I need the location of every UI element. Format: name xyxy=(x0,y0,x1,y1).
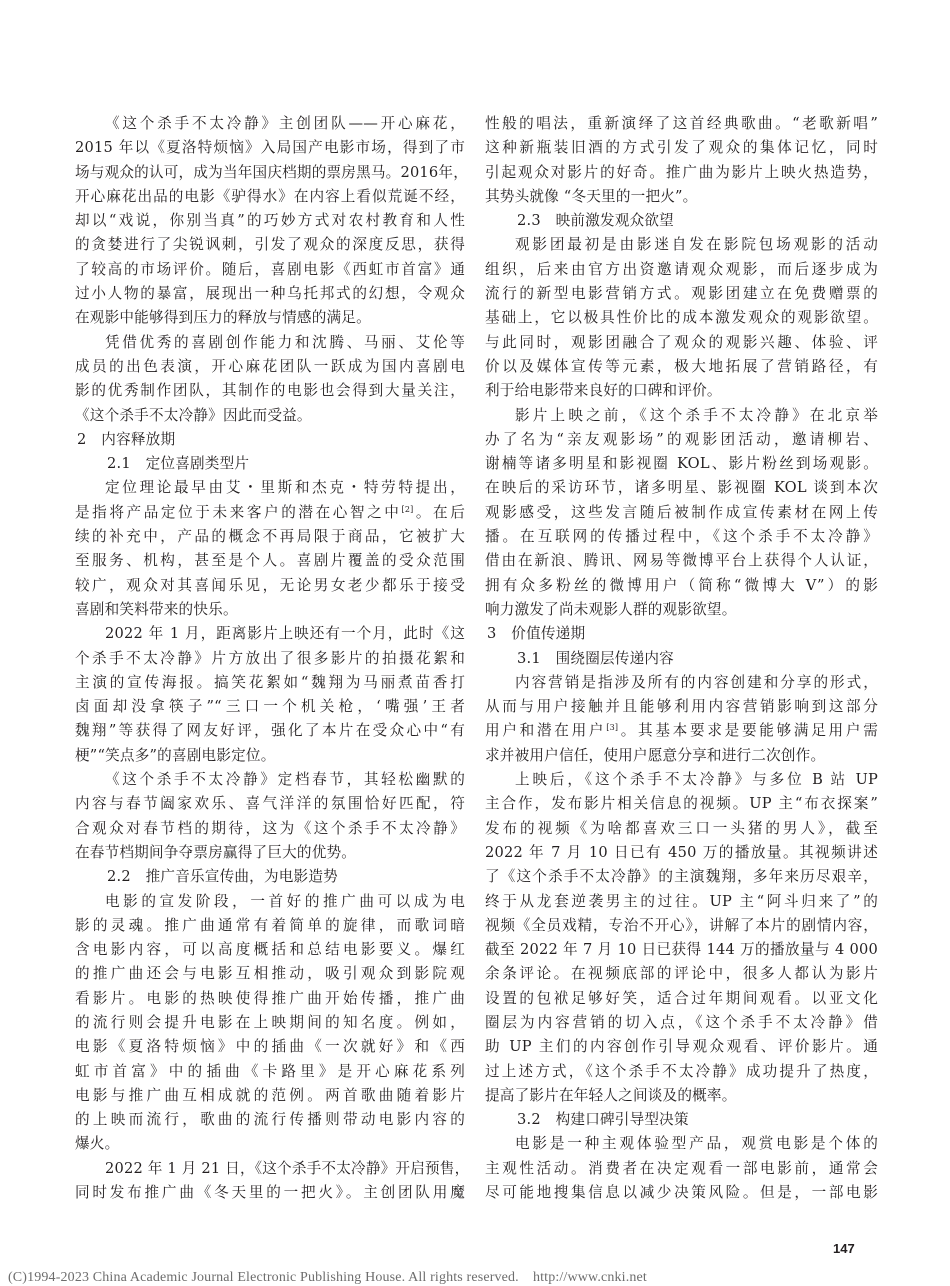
text-line: 2015 年以《夏洛特烦恼》入局国产电影市场，得到了市 xyxy=(75,139,465,157)
text-line: 梗”“笑点多”的喜剧电影定位。 xyxy=(75,746,276,764)
text-line: 至服务、机构，甚至是个人。喜剧片覆盖的受众范围 xyxy=(75,552,465,570)
text-line: 主观性活动。消费者在决定观看一部电影前，通常会 xyxy=(485,1159,878,1177)
text-line: 在观影中能够得到压力的释放与情感的满足。 xyxy=(75,309,371,327)
section-heading: 2 内容释放期 xyxy=(77,430,176,448)
text-line: 播。在互联网的传播过程中，《这个杀手不太冷静》 xyxy=(485,528,878,546)
text-line: 《这个杀手不太冷静》因此而受益。 xyxy=(75,406,312,424)
text-line: 电影《夏洛特烦恼》中的插曲《一次就好》和《西 xyxy=(75,1038,465,1056)
text-line: 其势头就像 “冬天里的一把火”。 xyxy=(485,187,698,205)
footer-copyright: (C)1994-2023 China Academic Journal Electronic Publishing House. All rights reserved. http://www.cnki.net xyxy=(8,1270,647,1285)
text-line: 的流行则会提升电影在上映期间的知名度。例如， xyxy=(75,1013,465,1031)
text-line: 主合作，发布影片相关信息的视频。UP 主“布衣探案” xyxy=(485,795,878,813)
text-line: 观影团最初是由影迷自发在影院包场观影的活动 xyxy=(515,236,878,254)
text-line: 流行的新型电影营销方式。观影团建立在免费赠票的 xyxy=(485,285,878,303)
text-line: 求并被用户信任，使用户愿意分享和进行二次创作。 xyxy=(485,746,826,764)
text-line: 视频《全员戏精，专治不开心》，讲解了本片的剧情内容， xyxy=(485,916,878,934)
text-line: 终于从龙套逆袭男主的过往。UP 主“阿斗归来了”的 xyxy=(485,892,878,910)
subsection-heading: 2.3 映前激发观众欲望 xyxy=(517,212,674,230)
text-line: 价以及媒体宣传等元素，极大地拓展了营销路径，有 xyxy=(485,357,878,375)
text-line: 开心麻花出品的电影《驴得水》在内容上看似荒诞不经， xyxy=(75,187,465,205)
citation-ref: [3] xyxy=(606,723,619,733)
text-line: 圈层为内容营销的切入点，《这个杀手不太冷静》借 xyxy=(485,1013,878,1031)
text-line: 场与观众的认可，成为当年国庆档期的票房黑马。2016年， xyxy=(75,163,468,181)
left-column xyxy=(75,112,470,1205)
text-line: 提高了影片在年轻人之间谈及的概率。 xyxy=(485,1086,737,1104)
text-line: 基础上，它以极具性价比的成本激发观众的观影欲望。 xyxy=(485,309,878,327)
page-number: 147 xyxy=(833,1241,855,1256)
text-line: 借由在新浪、腾讯、网易等微博平台上获得个人认证， xyxy=(485,552,878,570)
text-line: 上映后，《这个杀手不太冷静》与多位 B 站 UP xyxy=(515,771,878,789)
subsection-heading: 3.1 围绕圈层传递内容 xyxy=(517,649,674,667)
text-line: 了《这个杀手不太冷静》的主演魏翔，多年来历尽艰辛， xyxy=(485,868,878,886)
text-line: 拥有众多粉丝的微博用户（简称“微博大 V”）的影 xyxy=(485,576,878,594)
text-line: 电影与推广曲互相成就的范例。两首歌曲随着影片 xyxy=(75,1086,465,1104)
text-line: 利于给电影带来良好的口碑和评价。 xyxy=(485,382,722,400)
text-line: 2022 年 7 月 10 日已有 450 万的播放量。其视频讲述 xyxy=(485,843,878,861)
text-line: 引起观众对影片的好奇。推广曲为影片上映火热造势， xyxy=(485,163,878,181)
text-line: 却以“戏说，你别当真”的巧妙方式对农村教育和人性 xyxy=(75,212,465,230)
text-line: 同时发布推广曲《冬天里的一把火》。主创团队用魔 xyxy=(75,1184,465,1202)
text-line: 较广，观众对其喜闻乐见，无论男女老少都乐于接受 xyxy=(75,576,465,594)
text-line: 电影的宣发阶段，一首好的推广曲可以成为电 xyxy=(105,892,465,910)
text-line: 续的补充中，产品的概念不再局限于商品，它被扩大 xyxy=(75,528,465,546)
text-line: 影的灵魂。推广曲通常有着简单的旋律，而歌词暗 xyxy=(75,916,465,934)
text-line: 成员的出色表演，开心麻花团队一跃成为国内喜剧电 xyxy=(75,357,465,375)
text-line: 观影感受，这些发言随后被制作成宣传素材在网上传 xyxy=(485,503,878,521)
text-line: 2022 年 1 月 21 日，《这个杀手不太冷静》开启预售， xyxy=(105,1159,470,1177)
text-line: 截至 2022 年 7 月 10 日已获得 144 万的播放量与 4 000 xyxy=(485,941,878,959)
text-line: 影片上映之前，《这个杀手不太冷静》在北京举 xyxy=(515,406,878,424)
text-line: 2022 年 1 月，距离影片上映还有一个月，此时《这 xyxy=(105,625,465,643)
text-line: 余条评论。在视频底部的评论中，很多人都认为影片 xyxy=(485,965,878,983)
text-line: 组织，后来由官方出资邀请观众观影，而后逐步成为 xyxy=(485,260,878,278)
text-line: 个杀手不太冷静》片方放出了很多影片的拍摄花絮和 xyxy=(75,649,465,667)
text-line: 《这个杀手不太冷静》定档春节，其轻松幽默的 xyxy=(105,771,465,789)
text-line: 过小人物的暴富，展现出一种乌托邦式的幻想，令观众 xyxy=(75,285,465,303)
text-line: 在春节档期间争夺票房赢得了巨大的优势。 xyxy=(75,843,357,861)
text-line: 凭借优秀的喜剧创作能力和沈腾、马丽、艾伦等 xyxy=(105,333,465,351)
text-line: 喜剧和笑料带来的快乐。 xyxy=(75,600,238,618)
text-line: 助 UP 主们的内容创作引导观众观看、评价影片。通 xyxy=(485,1038,878,1056)
text-line: 这种新瓶装旧酒的方式引发了观众的集体记忆，同时 xyxy=(485,139,878,157)
text-line: 响力激发了尚未观影人群的观影欲望。 xyxy=(485,600,737,618)
subsection-heading: 2.1 定位喜剧类型片 xyxy=(107,455,250,473)
text-line: 性般的唱法，重新演绎了这首经典歌曲。“老歌新唱” xyxy=(485,115,878,132)
text-line: 魏翔”等获得了网友好评，强化了本片在受众心中“有 xyxy=(75,722,465,740)
text-line: 办了名为“亲友观影场”的观影团活动，邀请柳岩、 xyxy=(485,430,878,448)
text-line: 影的优秀制作团队，其制作的电影也会得到大量关注， xyxy=(75,382,465,400)
right-column xyxy=(485,112,878,1205)
text-line: 电影是一种主观体验型产品，观赏电影是个体的 xyxy=(515,1135,878,1153)
text-line: 虹市首富》中的插曲《卡路里》是开心麻花系列 xyxy=(75,1062,465,1080)
text-line: 内容与春节阖家欢乐、喜气洋洋的氛围恰好匹配，符 xyxy=(75,795,465,813)
text-line: 定位理论最早由艾・里斯和杰克・特劳特提出， xyxy=(105,479,465,497)
text-line: 合观众对春节档的期待，这为《这个杀手不太冷静》 xyxy=(75,819,465,837)
subsection-heading: 2.2 推广音乐宣传曲，为电影造势 xyxy=(107,868,338,886)
text-line: 的贪婪进行了尖锐讽刺，引发了观众的深度反思，获得 xyxy=(75,236,465,254)
text-line: 过上述方式，《这个杀手不太冷静》成功提升了热度， xyxy=(485,1062,878,1080)
text-line: 了较高的市场评价。随后，喜剧电影《西虹市首富》通 xyxy=(75,260,465,278)
text-line: 含电影内容，可以高度概括和总结电影要义。爆红 xyxy=(75,941,465,959)
text-line: 卤面却没拿筷子”“三口一个机关枪，‘嘴强’王者 xyxy=(75,698,465,716)
text-line: 设置的包袱足够好笑，适合过年期间观看。以亚文化 xyxy=(485,989,878,1007)
text-line: 看影片。电影的热映使得推广曲开始传播，推广曲 xyxy=(75,989,465,1007)
text-line: 与此同时，观影团融合了观众的观影兴趣、体验、评 xyxy=(485,333,878,351)
text-line: 的上映而流行，歌曲的流行传播则带动电影内容的 xyxy=(75,1111,465,1129)
text-line: 的推广曲还会与电影互相推动，吸引观众到影院观 xyxy=(75,965,465,983)
text-line: 是指将产品定位于未来客户的潜在心智之中[2]。在后 xyxy=(75,503,465,521)
text-line: 发布的视频《为啥都喜欢三口一头猪的男人》，截至 xyxy=(485,819,878,837)
text-line: 在映后的采访环节，诸多明星、影视圈 KOL 谈到本次 xyxy=(485,479,878,497)
text-line: 《这个杀手不太冷静》主创团队——开心麻花， xyxy=(105,115,465,132)
text-line: 用户和潜在用户[3]。其基本要求是要能够满足用户需 xyxy=(485,722,878,740)
text-line: 谢楠等诸多明星和影视圈 KOL、影片粉丝到场观影。 xyxy=(485,455,878,473)
text-line: 主演的宣传海报。搞笑花絮如“魏翔为马丽煮苗香打 xyxy=(75,673,465,691)
text-line: 从而与用户接触并且能够利用内容营销影响到这部分 xyxy=(485,698,878,716)
text-line: 内容营销是指涉及所有的内容创建和分享的形式， xyxy=(515,673,878,691)
subsection-heading: 3.2 构建口碑引导型决策 xyxy=(517,1111,689,1129)
citation-ref: [2] xyxy=(401,504,414,514)
text-line: 尽可能地搜集信息以减少决策风险。但是，一部电影 xyxy=(485,1184,878,1202)
text-line: 爆火。 xyxy=(75,1135,120,1153)
section-heading: 3 价值传递期 xyxy=(487,625,586,643)
